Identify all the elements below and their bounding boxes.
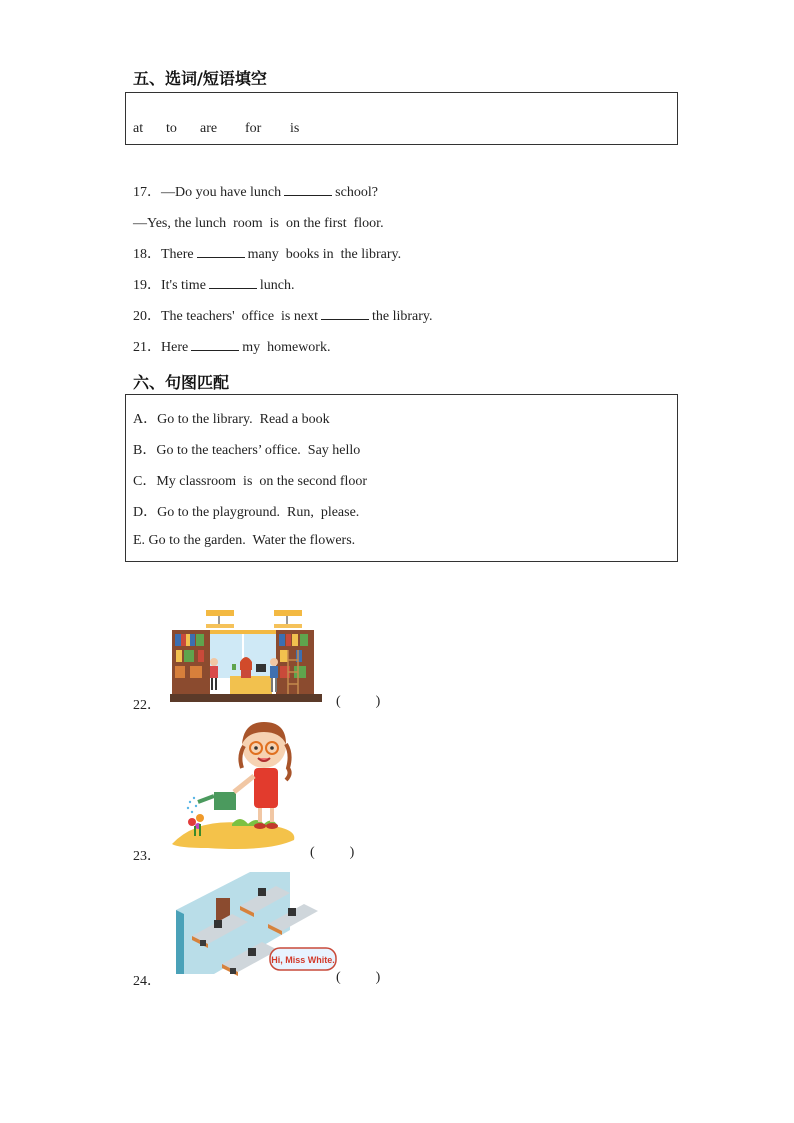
picture-number: 23． <box>133 849 161 864</box>
question-text: There <box>161 247 194 262</box>
option-b: B．Go to the teachers’ office. Say hello <box>133 443 361 458</box>
word-bank-word: for <box>245 121 262 136</box>
question-18 <box>133 245 401 265</box>
answer-blank[interactable] <box>191 338 239 351</box>
word-bank-word: is <box>290 121 300 136</box>
speech-bubble-text: Hi, Miss White. <box>271 955 335 965</box>
option-e: E. Go to the garden. Water the flowers. <box>133 533 356 548</box>
section-5-title: 五、选词/短语填空 <box>133 69 267 88</box>
question-text: —Yes, the lunch room is on the first floor. <box>133 216 384 231</box>
question-number: 17． <box>133 185 161 200</box>
question-17 <box>133 183 378 203</box>
answer-parentheses[interactable]: ( ) <box>336 970 381 985</box>
question-text: the library. <box>371 309 433 324</box>
answer-blank[interactable] <box>321 307 369 320</box>
answer-blank[interactable] <box>197 245 245 258</box>
office-picture <box>170 870 338 978</box>
word-bank-word: to <box>166 121 177 136</box>
question-text: The teachers' office is next <box>161 309 318 324</box>
question-text: Here <box>161 340 189 355</box>
question-text: It's time <box>161 278 206 293</box>
word-bank-box <box>125 92 678 145</box>
garden-picture <box>168 720 308 850</box>
question-text: lunch. <box>259 278 295 293</box>
picture-number: 24． <box>133 974 161 989</box>
question-text: my homework. <box>242 340 331 355</box>
question-17-answer-line <box>133 214 384 234</box>
word-bank-word: are <box>200 121 218 136</box>
word-bank-word: at <box>133 121 144 136</box>
question-21 <box>133 338 330 358</box>
answer-blank[interactable] <box>209 276 257 289</box>
picture-number: 22． <box>133 698 161 713</box>
answer-parentheses[interactable]: ( ) <box>310 845 355 860</box>
question-19 <box>133 276 295 296</box>
option-a: A．Go to the library. Read a book <box>133 412 330 427</box>
option-c: C．My classroom is on the second floor <box>133 474 368 489</box>
question-number: 20． <box>133 309 161 324</box>
question-text: many books in the library. <box>247 247 402 262</box>
option-d: D．Go to the playground. Run, please. <box>133 505 360 520</box>
question-number: 19． <box>133 278 161 293</box>
library-picture <box>170 610 322 702</box>
question-number: 21． <box>133 340 161 355</box>
answer-parentheses[interactable]: ( ) <box>336 694 381 709</box>
question-20 <box>133 307 433 327</box>
question-number: 18． <box>133 247 161 262</box>
section-6-title: 六、句图匹配 <box>133 373 230 392</box>
question-text: school? <box>335 185 378 200</box>
question-text: —Do you have lunch <box>161 185 282 200</box>
answer-blank[interactable] <box>284 183 332 196</box>
